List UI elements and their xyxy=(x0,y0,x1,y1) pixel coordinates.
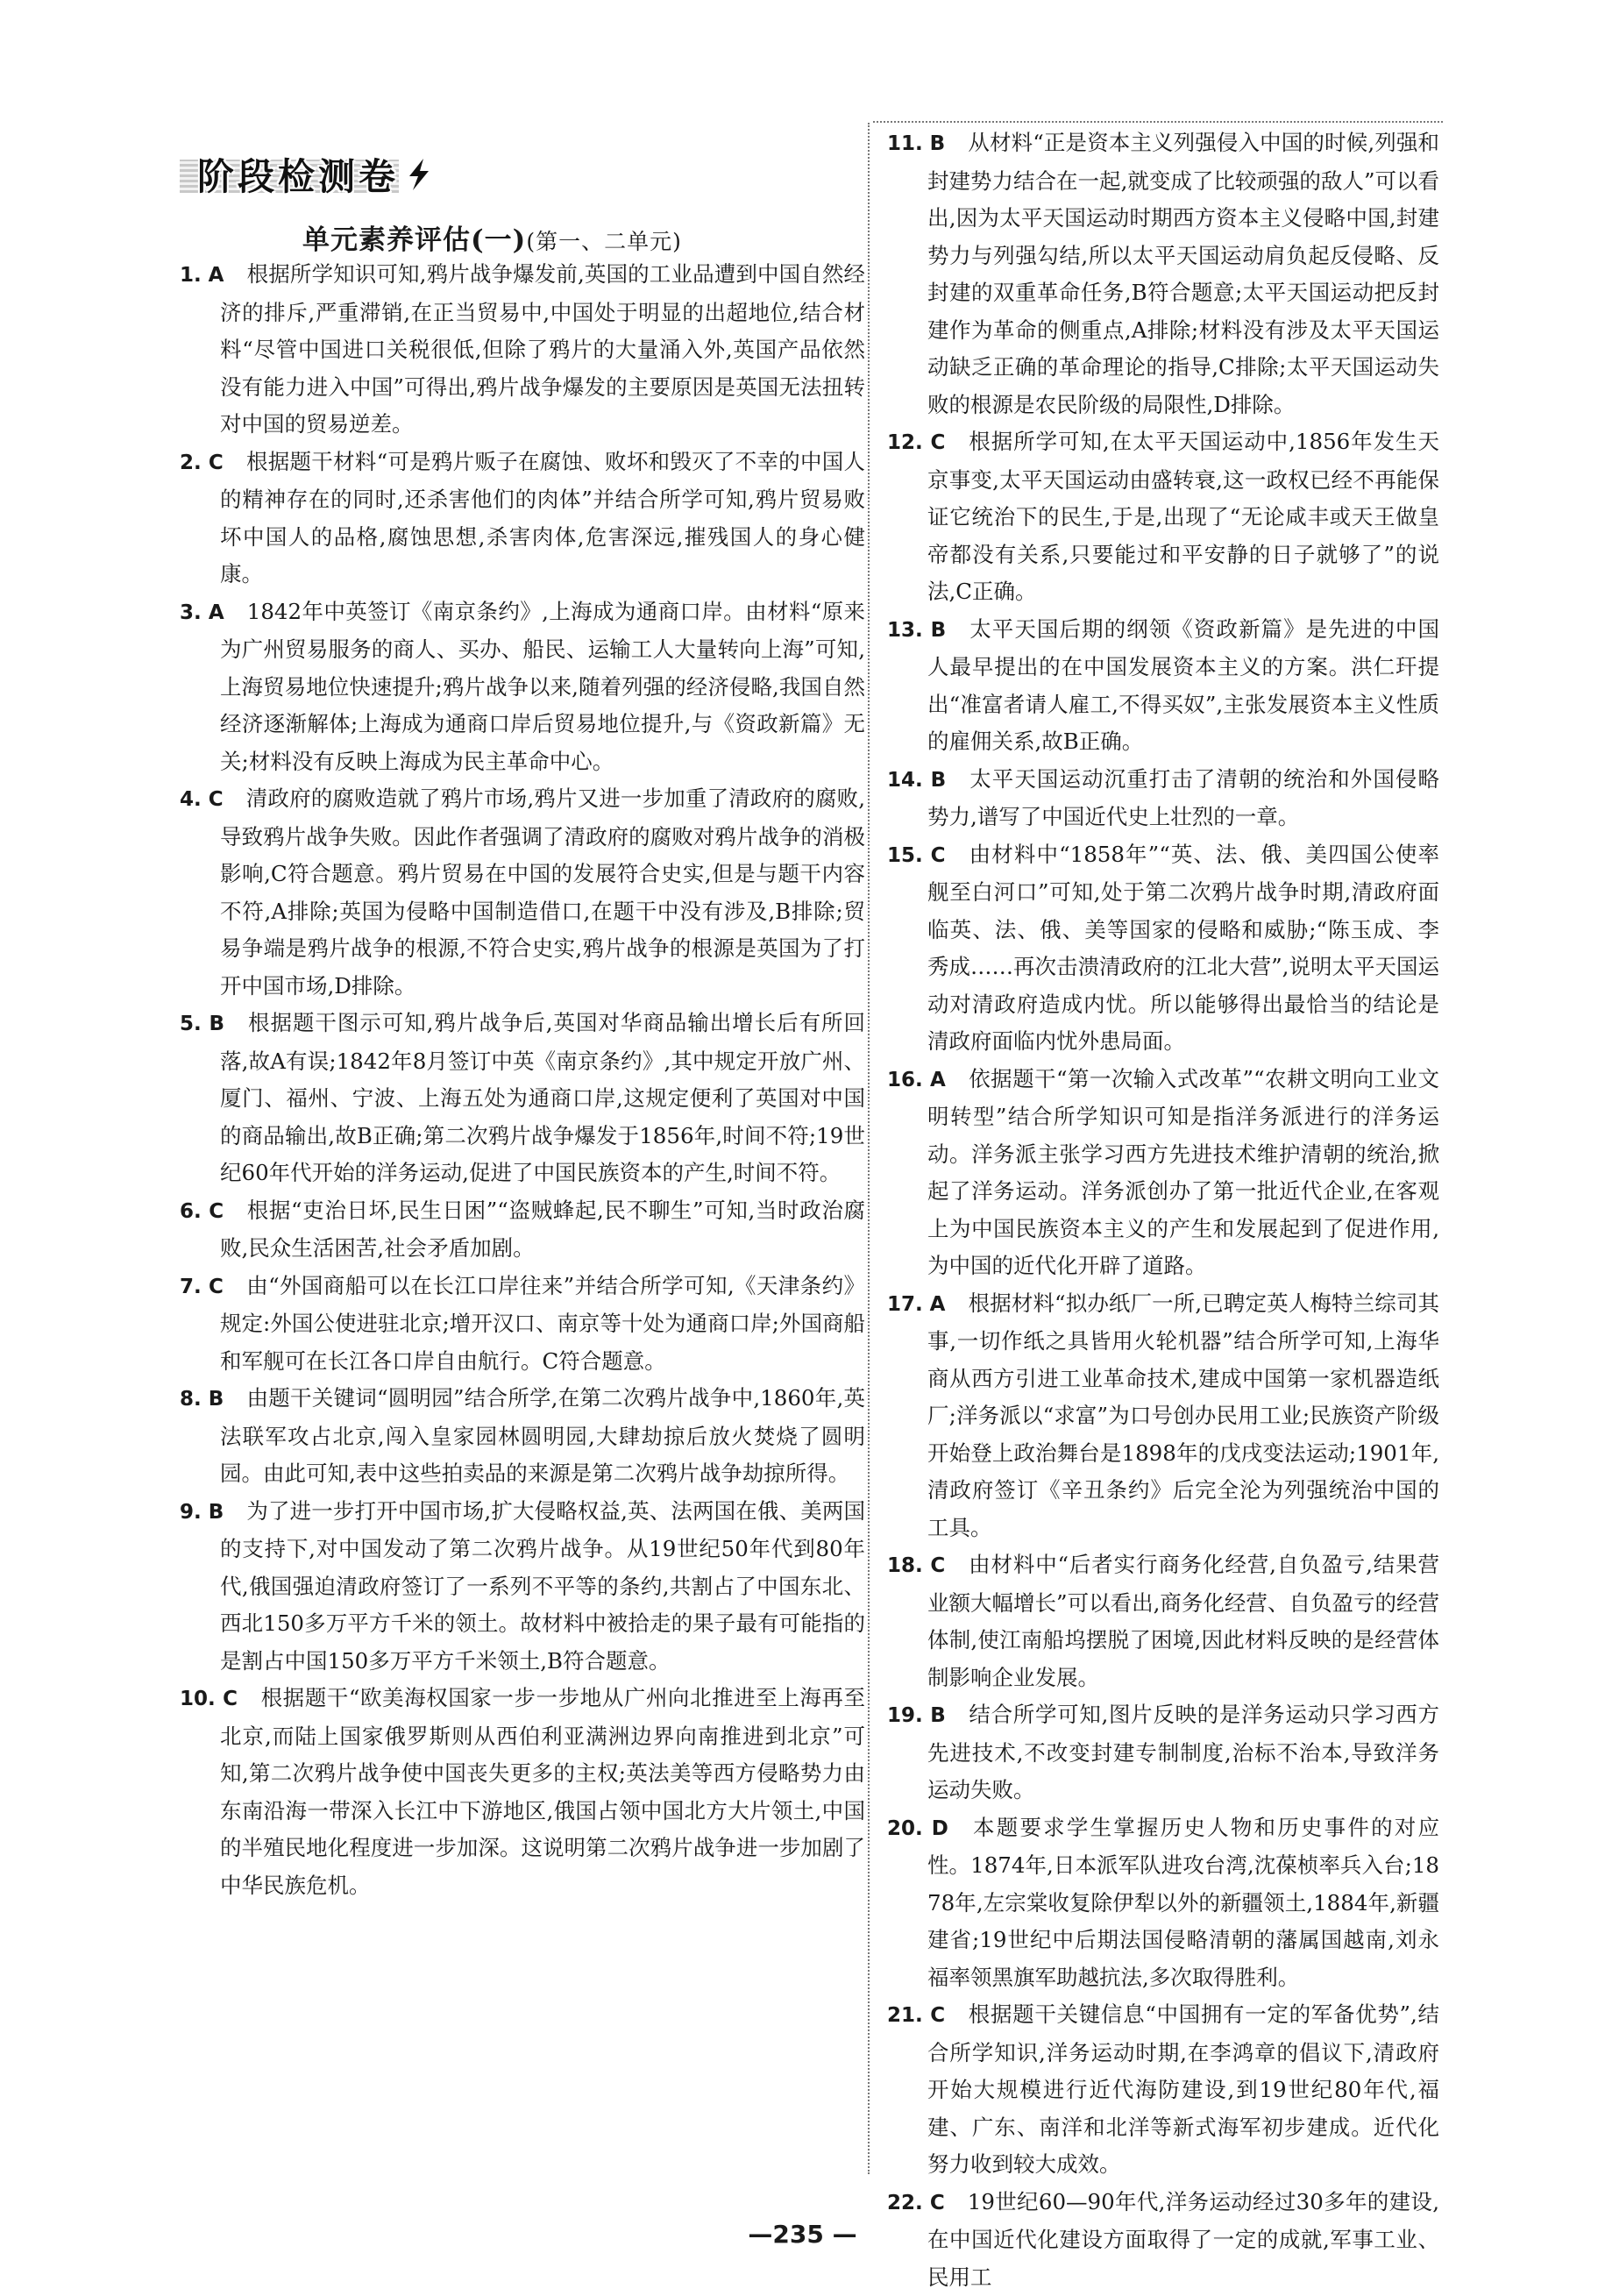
item-answer: B xyxy=(209,1388,224,1411)
item-number: 15. xyxy=(887,844,923,867)
answer-item xyxy=(180,1380,865,1493)
item-explanation: 根据所学知识可知,鸦片战争爆发前,英国的工业品遭到中国自然经济的排斥,严重滞销,在正当贸易中,中国处于明显的出超地位,结合材料“尽管中国进口关税很低,但除了鸦片的大量涌入外,英国产品依然没有能力进入中国”可得出,鸦片战争爆发的主要原因是英国无法扭转对中国的贸易逆差。 xyxy=(220,261,865,437)
answer-item xyxy=(887,1061,1439,1285)
item-explanation: 从材料“正是资本主义列强侵入中国的时候,列强和封建势力结合在一起,就变成了比较顽强的敌人”可以看出,因为太平天国运动时期西方资本主义侵略中国,封建势力与列强勾结,所以太平天国运动肩负起反侵略、反封建的双重革命任务,B符合题意;太平天国运动把反封建作为革命的侧重点,A排除;材料没有涉及太平天国运动缺乏正确的革命理论的指导,C排除;太平天国运动失败的根源是农民阶级的局限性,D排除。 xyxy=(927,130,1439,417)
item-explanation: 根据题干材料“可是鸦片贩子在腐蚀、败坏和毁灭了不幸的中国人的精神存在的同时,还杀害他们的肉体”并结合所学可知,鸦片贸易败坏中国人的品格,腐蚀思想,杀害肉体,危害深远,摧残国人的身心健康。 xyxy=(220,449,865,587)
item-number: 18. xyxy=(887,1554,923,1577)
right-column xyxy=(887,124,1439,2296)
item-explanation: 清政府的腐败造就了鸦片市场,鸦片又进一步加重了清政府的腐败,导致鸦片战争失败。因此作者强调了清政府的腐败对鸦片战争的消极影响,C符合题意。鸦片贸易在中国的发展符合史实,但是与题干内容不符,A排除;英国为侵略中国制造借口,在题干中没有涉及,B排除;贸易争端是鸦片战争的根源,不符合史实,鸦片战争的根源是英国为了打开中国市场,D排除。 xyxy=(220,785,865,999)
item-number: 2. xyxy=(180,451,202,474)
item-number: 10. xyxy=(180,1688,216,1710)
left-column xyxy=(180,256,865,1904)
lightning-icon xyxy=(404,157,434,192)
item-explanation: 根据“吏治日坏,民生日困”“盗贼蜂起,民不聊生”可知,当时政治腐败,民众生活困苦,社会矛盾加剧。 xyxy=(220,1198,865,1262)
item-answer: C xyxy=(223,1688,238,1710)
answer-item xyxy=(887,1809,1439,1997)
answer-item xyxy=(887,836,1439,1061)
item-answer: B xyxy=(931,769,947,792)
item-number: 21. xyxy=(887,2004,923,2027)
item-answer: D xyxy=(932,1817,948,1840)
item-explanation: 根据所学可知,在太平天国运动中,1856年发生天京事变,太平天国运动由盛转衰,这一政权已经不再能保证它统治下的民生,于是,出现了“无论咸丰或天王做皇帝都没有关系,只要能过和平安静的日子就够了”的说法,C正确。 xyxy=(927,429,1439,604)
subtitle-main: 单元素养评估(一) xyxy=(302,224,526,256)
item-answer: B xyxy=(930,1704,946,1727)
answer-item xyxy=(887,1996,1439,2184)
item-number: 8. xyxy=(180,1388,202,1411)
item-explanation: 根据题干图示可知,鸦片战争后,英国对华商品输出增长后有所回落,故A有误;1842年8月签订中英《南京条约》,其中规定开放广州、厦门、福州、宁波、上海五处为通商口岸,这规定便利了英国对中国的商品输出,故B正确;第二次鸦片战争爆发于1856年,时间不符;19世纪60年代开始的洋务运动,促进了中国民族资本的产生,时间不符。 xyxy=(220,1010,865,1185)
item-explanation: 本题要求学生掌握历史人物和历史事件的对应性。1874年,日本派军队进攻台湾,沈葆桢率兵入台;1878年,左宗棠收复除伊犁以外的新疆领土,1884年,新疆建省;19世纪中后期法国侵略清朝的藩属国越南,刘永福率领黑旗军助越抗法,多次取得胜利。 xyxy=(927,1815,1439,1990)
answer-item xyxy=(887,1696,1439,1809)
answer-item xyxy=(180,780,865,1005)
item-number: 14. xyxy=(887,769,923,792)
item-answer: C xyxy=(209,451,224,474)
item-number: 19. xyxy=(887,1704,923,1727)
item-number: 20. xyxy=(887,1817,923,1840)
answer-item xyxy=(180,1192,865,1268)
item-answer: A xyxy=(930,1293,946,1316)
item-number: 12. xyxy=(887,431,923,454)
answer-item xyxy=(887,611,1439,761)
answer-item xyxy=(887,124,1439,423)
item-answer: C xyxy=(930,1554,945,1577)
unit-subtitle xyxy=(302,217,682,257)
item-answer: B xyxy=(210,1013,225,1035)
item-explanation: 由题干关键词“圆明园”结合所学,在第二次鸦片战争中,1860年,英法联军攻占北京,闯入皇家园林圆明园,大肆劫掠后放火焚烧了圆明园。由此可知,表中这些拍卖品的来源是第二次鸦片战争劫掠所得。 xyxy=(220,1385,865,1486)
item-explanation: 为了进一步打开中国市场,扩大侵略权益,英、法两国在俄、美两国的支持下,对中国发动了第二次鸦片战争。从19世纪50年代到80年代,俄国强迫清政府签订了一系列不平等的条约,共割占了中国东北、西北150多万平方千米的领土。故材料中被拾走的果子最有可能指的是割占中国150多万平方千米领土,B符合题意。 xyxy=(220,1498,865,1674)
answer-item xyxy=(887,1546,1439,1696)
item-number: 7. xyxy=(180,1276,202,1298)
item-answer: C xyxy=(209,1200,224,1223)
answer-item xyxy=(180,1005,865,1192)
item-explanation: 19世纪60—90年代,洋务运动经过30多年的建设,在中国近代化建设方面取得了一定的成就,军事工业、民用工 xyxy=(927,2189,1439,2290)
item-answer: C xyxy=(931,844,946,867)
column-divider xyxy=(868,123,870,2174)
item-answer: C xyxy=(209,1276,224,1298)
item-number: 22. xyxy=(887,2192,923,2214)
item-number: 17. xyxy=(887,1293,923,1316)
answer-item xyxy=(180,1680,865,1904)
item-number: 5. xyxy=(180,1013,202,1035)
item-answer: B xyxy=(209,1501,224,1524)
item-explanation: 太平天国运动沉重打击了清朝的统治和外国侵略势力,谱写了中国近代史上壮烈的一章。 xyxy=(927,766,1439,830)
item-explanation: 由材料中“后者实行商务化经营,自负盈亏,结果营业额大幅增长”可以看出,商务化经营、自负盈亏的经营体制,使江南船坞摆脱了困境,因此材料反映的是经营体制影响企业发展。 xyxy=(927,1552,1439,1690)
item-answer: C xyxy=(930,2004,945,2027)
item-answer: A xyxy=(930,1069,946,1091)
item-number: 4. xyxy=(180,788,202,811)
item-number: 11. xyxy=(887,132,923,155)
item-explanation: 根据材料“拟办纸厂一所,已聘定英人梅特兰综司其事,一切作纸之具皆用火轮机器”结合所学可知,上海华商从西方引进工业革命技术,建成中国第一家机器造纸厂;洋务派以“求富”为口号创办民用工业;民族资产阶级开始登上政治舞台是1898年的戊戌变法运动;1901年,清政府签订《辛丑条约》后完全沦为列强统治中国的工具。 xyxy=(927,1290,1439,1540)
page-number: —235 — xyxy=(0,2220,1605,2249)
item-number: 13. xyxy=(887,619,923,642)
item-number: 16. xyxy=(887,1069,923,1091)
item-explanation: 1842年中英签订《南京条约》,上海成为通商口岸。由材料“原来为广州贸易服务的商人、买办、船民、运输工人大量转向上海”可知,上海贸易地位快速提升;鸦片战争以来,随着列强的经济侵略,我国自然经济逐渐解体;上海成为通商口岸后贸易地位提升,与《资政新篇》无关;材料没有反映上海成为民主革命中心。 xyxy=(220,599,865,774)
answer-item xyxy=(180,1493,865,1681)
item-number: 3. xyxy=(180,601,202,624)
item-number: 6. xyxy=(180,1200,202,1223)
item-number: 9. xyxy=(180,1501,202,1524)
answer-item xyxy=(180,444,865,594)
item-explanation: 根据题干关键信息“中国拥有一定的军备优势”,结合所学知识,洋务运动时期,在李鸿章的倡议下,清政府开始大规模进行近代海防建设,到19世纪80年代,福建、广东、南洋和北洋等新式海军初步建成。近代化努力收到较大成效。 xyxy=(927,2001,1439,2177)
answer-item xyxy=(180,1268,865,1381)
item-explanation: 结合所学可知,图片反映的是洋务运动只学习西方先进技术,不改变封建专制制度,治标不治本,导致洋务运动失败。 xyxy=(927,1702,1439,1802)
answer-item xyxy=(887,1285,1439,1547)
section-title xyxy=(180,147,434,202)
item-explanation: 由“外国商船可以在长江口岸往来”并结合所学可知,《天津条约》规定:外国公使进驻北京;增开汉口、南京等十处为通商口岸;外国商船和军舰可在长江各口岸自由航行。C符合题意。 xyxy=(220,1273,865,1374)
item-explanation: 依据题干“第一次输入式改革”“农耕文明向工业文明转型”结合所学知识可知是指洋务派进行的洋务运动。洋务派主张学习西方先进技术维护清朝的统治,掀起了洋务运动。洋务派创办了第一批近代企业,在客观上为中国民族资本主义的产生和发展起到了促进作用,为中国的近代化开辟了道路。 xyxy=(927,1066,1439,1279)
item-explanation: 根据题干“欧美海权国家一步一步地从广州向北推进至上海再至北京,而陆上国家俄罗斯则从西伯利亚满洲边界向南推进到北京”可知,第二次鸦片战争使中国丧失更多的主权;英法美等西方侵略势力由东南沿海一带深入长江中下游地区,俄国占领中国北方大片领土,中国的半殖民地化程度进一步加深。这说明第二次鸦片战争进一步加剧了中华民族危机。 xyxy=(220,1685,865,1898)
item-answer: C xyxy=(930,2192,945,2214)
section-title-text: 阶段检测卷 xyxy=(180,148,399,201)
item-answer: B xyxy=(930,132,946,155)
item-answer: C xyxy=(930,431,945,454)
item-answer: B xyxy=(931,619,947,642)
answer-item xyxy=(180,594,865,781)
answer-item xyxy=(180,256,865,444)
item-explanation: 太平天国后期的纲领《资政新篇》是先进的中国人最早提出的在中国发展资本主义的方案。洪仁玕提出“准富者请人雇工,不得买奴”,主张发展资本主义性质的雇佣关系,故B正确。 xyxy=(927,616,1439,755)
answer-item xyxy=(887,761,1439,836)
item-answer: C xyxy=(209,788,224,811)
item-answer: A xyxy=(209,264,224,287)
item-explanation: 由材料中“1858年”“英、法、俄、美四国公使率舰至白河口”可知,处于第二次鸦片战争时期,清政府面临英、法、俄、美等国家的侵略和威胁;“陈玉成、李秀成……再次击溃清政府的江北大营”,说明太平天国运动对清政府造成内忧。所以能够得出最恰当的结论是清政府面临内忧外患局面。 xyxy=(927,842,1439,1055)
item-number: 1. xyxy=(180,264,202,287)
answer-item xyxy=(887,423,1439,611)
item-answer: A xyxy=(209,601,224,624)
subtitle-note: (第一、二单元) xyxy=(526,229,682,254)
top-divider xyxy=(873,121,1443,123)
